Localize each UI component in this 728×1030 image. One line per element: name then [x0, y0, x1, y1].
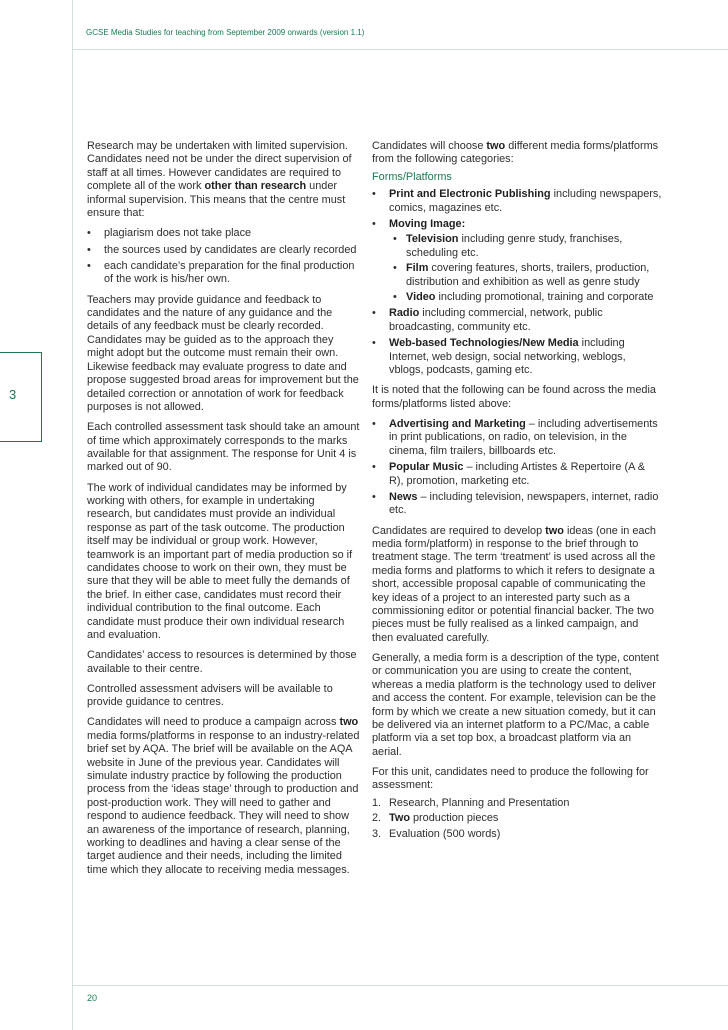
list-item: • each candidate’s preparation for the final production of the work is his/her own. — [87, 260, 363, 287]
list-item: • Popular Music – including Artistes & Repertoire (A & R), promotion, marketing etc. — [372, 461, 662, 488]
list-item: • Web-based Technologies/New Media including Internet, web design, social networking, weblogs, vblogs, podcasts, gaming etc. — [372, 337, 662, 377]
list-item: • News – including television, newspapers, internet, radio etc. — [372, 491, 662, 518]
list-item: • Advertising and Marketing – including advertisements in print publications, on radio, on television, in the cinema, film trailers, billboards etc. — [372, 418, 662, 458]
list-item: 2. Two production pieces — [372, 812, 499, 825]
centre-requirements-list — [87, 227, 363, 287]
sublist-item: • Television including genre study, franchises, scheduling etc. — [389, 233, 662, 260]
paragraph-campaign: Candidates will need to produce a campaign across two media forms/platforms in response to an industry-related brief set by AQA. The brief will be available on the AQA website in June of the previous year. Candidates will simulate industry practice by following the production process from the ‘ideas stage’ through to production and post-production work. They will need to gather and respond to audience feedback. They will need to show an awareness of the importance of research, planning, working to deadlines and having a clear sense of the target audience and their needs, including the limited time which they allocate to receiving media messages. — [87, 716, 360, 876]
list-item: • Print and Electronic Publishing including newspapers, comics, magazines etc. — [372, 188, 662, 215]
cross-media-list — [372, 418, 662, 518]
section-tab-label: 3 — [9, 387, 17, 402]
paragraph-resources: Candidates’ access to resources is determined by those available to their centre. — [87, 649, 357, 675]
header-divider — [72, 49, 728, 50]
paragraph-unit: For this unit, candidates need to produce the following for assessment: — [372, 766, 649, 792]
sublist-item: • Video including promotional, training and corporate — [389, 291, 662, 304]
paragraph-feedback: Teachers may provide guidance and feedback to candidates and the nature of any guidance and the details of any feedback must be clearly recorded. Candidates may be guided as to the approach they might adopt but the outcome must remain their own. Likewise feedback may evaluate progress to date and propose suggested broad areas for improvement but the detailed correction or annotation of work for feedback purposes is not allowed. — [87, 293, 359, 413]
left-column — [87, 140, 363, 884]
paragraph-noted: It is noted that the following can be found across the media forms/platforms listed above: — [372, 384, 656, 410]
assessment-list — [372, 797, 662, 841]
list-item: 1. Research, Planning and Presentation — [372, 796, 570, 809]
list-item: • Moving Image: • Television including genre study, franchises, scheduling etc. • Film covering features, shorts, trailers, production, distribution and exhibition as well as genre study • Video including promotional, training and corporate — [372, 218, 662, 304]
paragraph-choose: Candidates will choose two different media forms/platforms from the following categories: — [372, 140, 659, 166]
list-item: • plagiarism does not take place — [87, 227, 363, 240]
paragraph-group-work: The work of individual candidates may be informed by working with others, for example in undertaking research, but candidates must provide an individual response as part of the task outcome. The production itself may be individual or group work. However, teamwork is an important part of media production so if candidates choose to work on their own, they must be sure that they will be able to meet fully the demands of the brief. In either case, candidates must record their individual contribution to the final outcome. Each candidate must produce their own individual research and evaluation. — [87, 481, 353, 641]
margin-rule — [72, 0, 73, 1030]
forms-platforms-list — [372, 188, 662, 377]
list-item: • Radio including commercial, network, public broadcasting, community etc. — [372, 307, 662, 334]
paragraph-advisers: Controlled assessment advisers will be available to provide guidance to centres. — [87, 682, 333, 709]
footer-divider — [72, 985, 728, 986]
sublist-item: • Film covering features, shorts, trailers, production, distribution and exhibition as well as genre study — [389, 262, 662, 289]
paragraph-form-platform: Generally, a media form is a description of the type, content or communication you are using to create the content, whereas a media platform is the technology used to deliver and access the content. For example, television can be the form by which we create a new situation comedy, but it can be delivered via an internet platform to a PC/Mac, a cable platform via a set top box, a broadcast platform via an aerial. — [372, 652, 659, 758]
moving-image-sublist — [389, 233, 662, 304]
paragraph-supervision: Research may be undertaken with limited supervision. Candidates need not be under the direct supervision of staff at all times. However candidates are required to complete all of the work other than research under informal supervision. This means that the centre must ensure that: — [87, 140, 352, 220]
page-number: 20 — [87, 993, 98, 1003]
paragraph-ideas: Candidates are required to develop two ideas (one in each media form/platform) in response to the brief through to treatment stage. The term ‘treatment’ is used across all the media forms and platforms to which it refers to designate a short, accessible proposal capable of communicating the key ideas of a project to an interested party such as a commissioning editor or potential financial backer. The two pieces must be fully realised as a linked campaign, and then evaluated carefully. — [372, 524, 656, 644]
list-item: 3. Evaluation (500 words) — [372, 827, 501, 840]
list-item: • the sources used by candidates are clearly recorded — [87, 244, 363, 257]
running-header: GCSE Media Studies for teaching from September 2009 onwards (version 1.1) — [86, 28, 365, 37]
right-column — [372, 140, 662, 847]
section-tab — [0, 352, 42, 442]
forms-platforms-heading: Forms/Platforms — [372, 170, 452, 183]
paragraph-time: Each controlled assessment task should take an amount of time which approximately corresponds to the marks available for that assignment. The response for Unit 4 is marked out of 90. — [87, 421, 360, 474]
